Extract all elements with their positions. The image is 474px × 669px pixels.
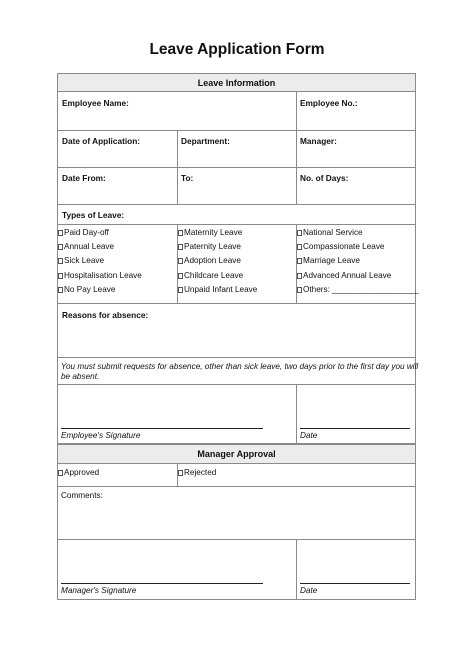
employee-no-field[interactable]: [296, 91, 416, 131]
checkbox-icon: [178, 273, 183, 279]
checkbox-icon: [178, 470, 183, 476]
checkbox-label: Unpaid Infant Leave: [184, 285, 258, 294]
checkbox-childcare-leave[interactable]: [178, 271, 243, 280]
checkbox-label: Hospitalisation Leave: [64, 271, 142, 280]
reasons-for-absence-label: Reasons for absence:: [62, 310, 149, 320]
checkbox-icon: [58, 287, 63, 293]
manager-signature-label: Manager's Signature: [61, 586, 137, 595]
checkbox-maternity-leave[interactable]: [178, 228, 242, 237]
manager-approval-title: Manager Approval: [197, 449, 276, 459]
checkbox-label: No Pay Leave: [64, 285, 116, 294]
manager-date-label: Date: [300, 586, 318, 595]
checkbox-hospitalisation-leave[interactable]: [58, 271, 142, 280]
checkbox-label: Others: ___________________: [303, 285, 419, 294]
absence-note-line-2: be absent.: [61, 372, 100, 381]
checkbox-others[interactable]: [297, 285, 419, 294]
manager-signature-line: [61, 583, 263, 584]
checkbox-label: Childcare Leave: [184, 271, 244, 280]
checkbox-label: Paid Day-off: [64, 228, 109, 237]
page-title: Leave Application Form: [149, 41, 325, 58]
manager-label: Manager:: [300, 136, 337, 146]
checkbox-icon: [58, 258, 63, 264]
department-label: Department:: [181, 136, 230, 146]
types-of-leave-label: Types of Leave:: [62, 210, 125, 220]
employee-date-label: Date: [300, 431, 318, 440]
to-field[interactable]: [177, 167, 297, 205]
checkbox-label: Paternity Leave: [184, 242, 241, 251]
absence-note-line-1: You must submit requests for absence, other than sick leave, two days prior to the first day you will: [61, 362, 419, 371]
employee-signature-label: Employee's Signature: [61, 431, 141, 440]
leave-information-header: [57, 73, 416, 92]
manager-date-line: [300, 583, 410, 584]
checkbox-label: Compassionate Leave: [303, 242, 385, 251]
checkbox-label: Annual Leave: [64, 242, 115, 251]
checkbox-label: National Service: [303, 228, 363, 237]
checkbox-icon: [178, 258, 183, 264]
checkbox-icon: [297, 244, 302, 250]
comments-field[interactable]: [57, 486, 416, 540]
checkbox-label: Maternity Leave: [184, 228, 243, 237]
employee-date-line: [300, 428, 410, 429]
checkbox-paid-day-off[interactable]: [58, 228, 109, 237]
checkbox-paternity-leave[interactable]: [178, 242, 241, 251]
checkbox-icon: [297, 230, 302, 236]
checkbox-icon: [178, 287, 183, 293]
to-label: To:: [181, 173, 194, 183]
checkbox-icon: [58, 244, 63, 250]
checkbox-label: Advanced Annual Leave: [303, 271, 392, 280]
checkbox-label: Rejected: [184, 468, 217, 477]
employee-signature-line: [61, 428, 263, 429]
employee-name-label: Employee Name:: [62, 98, 129, 108]
comments-label: Comments:: [61, 491, 103, 500]
checkbox-label: Approved: [64, 468, 100, 477]
date-from-label: Date From:: [62, 173, 106, 183]
employee-name-field[interactable]: [57, 91, 297, 131]
checkbox-no-pay-leave[interactable]: [58, 285, 115, 294]
checkbox-icon: [58, 230, 63, 236]
checkbox-icon: [58, 273, 63, 279]
checkbox-label: Adoption Leave: [184, 256, 241, 265]
checkbox-annual-leave[interactable]: [58, 242, 114, 251]
approval-options-row: [57, 463, 416, 487]
date-of-application-label: Date of Application:: [62, 136, 141, 146]
checkbox-icon: [178, 244, 183, 250]
checkbox-approved[interactable]: [58, 468, 99, 477]
checkbox-icon: [178, 230, 183, 236]
employee-no-label: Employee No.:: [300, 98, 358, 108]
checkbox-unpaid-infant-leave[interactable]: [178, 285, 257, 294]
checkbox-sick-leave[interactable]: [58, 256, 104, 265]
checkbox-label: Marriage Leave: [303, 256, 360, 265]
checkbox-icon: [297, 287, 302, 293]
checkbox-compassionate-leave[interactable]: [297, 242, 384, 251]
checkbox-rejected[interactable]: [178, 468, 216, 477]
checkbox-adoption-leave[interactable]: [178, 256, 241, 265]
no-of-days-label: No. of Days:: [300, 173, 349, 183]
checkbox-icon: [297, 258, 302, 264]
checkbox-advanced-annual-leave[interactable]: [297, 271, 391, 280]
checkbox-marriage-leave[interactable]: [297, 256, 360, 265]
checkbox-icon: [297, 273, 302, 279]
leave-information-title: Leave Information: [197, 78, 276, 88]
checkbox-label: Sick Leave: [64, 256, 105, 265]
checkbox-national-service[interactable]: [297, 228, 363, 237]
manager-approval-header: [57, 444, 416, 464]
checkbox-icon: [58, 470, 63, 476]
